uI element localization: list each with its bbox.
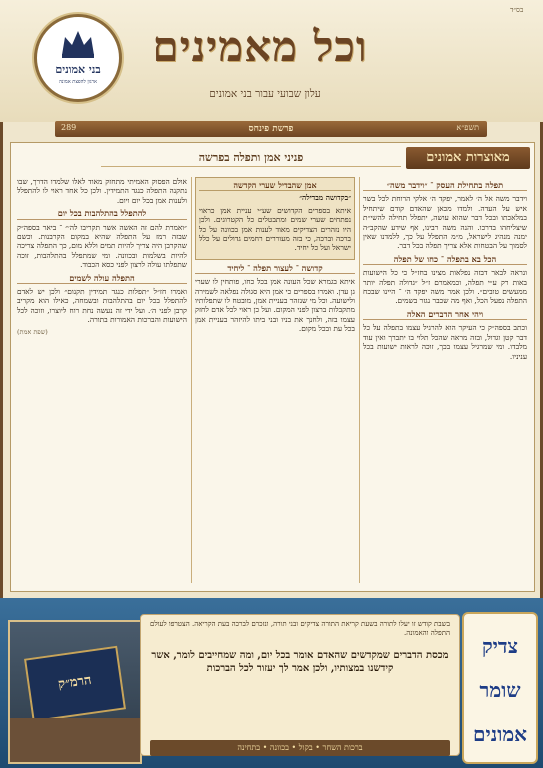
brand-line: צדיק — [481, 634, 519, 658]
paragraph: וידבר משה אל ה׳ לאמר, יפקד ה׳ אלקי הרוחת לכל בשר איש על העדה. ולמדו מכאן שהאדם קודם שיתחיל במלאכתו ובכל דבר שהוא עושה, יתפלל תחילה להשי״ת שיצליחהו בדרכו. והנה משה רבינו, אף שידע שהקב״ה ימנה מנהיג לישראל, מ״מ התפלל על כך, ללמדנו שאין לסמוך על הבטחות אלא צריך תפלה בכל דבר. — [363, 194, 527, 251]
box-title: אמן שהבדיל שערי הקדשה — [199, 181, 351, 191]
logo-tagline: ארגון להפצת אמונה — [58, 79, 98, 85]
newsletter-subtitle: עלון שבועי עבור בני אמונים — [209, 88, 321, 100]
ad-footer-bar: ברכות השחר • בקול • בכוונה • בתחינה — [150, 740, 450, 756]
masthead — [0, 0, 543, 122]
logo-name: בני אמונים — [55, 63, 101, 76]
desk-image — [10, 718, 140, 762]
brand-line: שומר — [479, 678, 521, 702]
source-citation: (שפת אמת) — [17, 327, 48, 336]
column-subhead: להתפלל בהתלהבות בכל יום — [17, 209, 187, 219]
bsd-mark: בס״ד — [510, 6, 524, 14]
issue-number: 289 — [61, 123, 77, 132]
paragraph: ונראה לבאר דבזה נפלאות מצינו בחז״ל כי כל הישועות באות רק ע״י תפלה, וכמאמרם ז״ל ״גדולה תפלה יותר ממעשים טובים״. ולכן אמר משה יפקד ה׳ ־ היינו שבכח התפלה נפעל הכל, ואף מה שכבר נגזר בשמים. — [363, 268, 527, 306]
parsha-name: פרשת פינחס — [248, 124, 294, 134]
ad-quote: מכסת הדברים שמקדשים שהאדם אומר בכל יום, ומה שמחייבים לומר, אשר קידשנו במצותיו, ולכן אמר לך יעזור לכל הברכות — [151, 650, 449, 674]
article-headline: פניני אמן ותפלה בפרשה — [101, 151, 401, 167]
paragraph: ואמרו חז״ל ״תפלות כנגד תמידין תקנום״ ולכן יש לאדם להתפלל בכל יום בהתלהבות ובשמחה, כאילו הוא מקריב קרבן לפני ה׳. ועל ידי זה נעשה נחת רוח ליוצרו, וזוכה לכל הישועות והברכות האמורות בתורה. — [17, 287, 187, 325]
column-subhead: תפלה בתחילת העסק ־ ״וידבר משה״ — [363, 181, 527, 191]
column-divider — [359, 177, 360, 583]
paragraph: ״ואמרת להם זה האשה אשר תקריבו לה׳״ ־ ביאר בספה״ק שבזה רמז על התפלה שהיא במקום הקרבנות. וכשם שהקרבן היה צריך להיות תמים וללא מום, כך התפלה צריכה להיות בשלמות ובכוונה. ומי שמתפלל בהתלהבות, זוכה שתפלתו עולה לרצון לפני כסא הכבוד. — [17, 222, 187, 270]
book-title-art: הרמ״ק — [57, 672, 93, 693]
ad-intro-text: בשבת קודש זו יעלו לתורה בשעת קריאת התורה צדיקים ובני תורה, ונזכרם לברכה בעת הקריאה. הצטרפו לעולם התפלה והאמונה. — [150, 620, 450, 637]
brand-line: אמונים — [472, 722, 528, 746]
section-title: מאוצרות אמונים — [406, 147, 530, 169]
column-right — [363, 177, 527, 583]
column-subhead: התפלה עולה לשמים — [17, 274, 187, 284]
issue-strip — [55, 121, 487, 137]
column-subhead: קדושה ־ לעצור תפלה ־ ליחיד — [195, 264, 355, 274]
ad-brand-badge — [462, 612, 538, 764]
box-text: איתא בספרים הקדושים שע״י עניית אמן כראוי נפתחים שערי שמים ומתבטלים כל הקטרוגים. ולכן היו נזהרים הצדיקים מאוד לענות אמן בכוונה על כל ברכה וברכה, כי בזה מעוררים רחמים גדולים על כלל ישראל ועל כל יחיד. — [199, 205, 351, 253]
box-subtitle: ״בקדושה מבדילה״ — [299, 193, 351, 203]
crown-icon — [59, 27, 97, 59]
column-middle — [195, 177, 355, 583]
newsletter-title: וכל מאמינים — [152, 22, 368, 71]
main-article-panel — [10, 142, 535, 592]
column-divider — [191, 177, 192, 583]
book-image — [24, 646, 126, 722]
paragraph: וכתב בספה״ק כי העיקר הוא להרגיל עצמו בתפלה על כל דבר קטן וגדול, ובזה מראה שהכל תלוי בו יתברך ואין עוד מלבדו. ומי שמרגיל עצמו בכך, זוכה לראות ישועות בכל עניניו. — [363, 323, 527, 361]
paragraph: איתא בגמרא שכל העונה אמן בכל כחו, פותחין לו שערי גן עדן. ואמרו בספרים כי אמן היא סגולה נפלאה לשמירה ולישועה. וכל מי שנזהר בעניית אמן, מובטח לו שתפלותיו מתקבלות ברצון לפני המקום. ועל כן ראוי לכל אדם לחזק עצמו בזה, ולחנך את בניו ובני ביתו להיזהר בעניית אמן בכל עת ובכל מקום. — [195, 277, 355, 334]
book-photo — [8, 620, 142, 764]
column-subhead: ויהי אחר הדברים האלה — [363, 310, 527, 320]
organization-logo — [34, 14, 122, 102]
column-left — [17, 177, 187, 583]
issue-year: תשפ״א — [456, 123, 479, 132]
paragraph: אולם הפסוק האמיתי מתחזק מאוד לאלו שלמדו הדרך, שבו נתקנה התפלה כנגד התמידין. ולכן כל אחד ראוי לו להתפלל ולענות אמן בכל יום ויום. — [17, 177, 187, 205]
column-subhead: הכל בא בתפלה ־ כחו של תפלה — [363, 255, 527, 265]
sidebar-box — [195, 177, 355, 260]
